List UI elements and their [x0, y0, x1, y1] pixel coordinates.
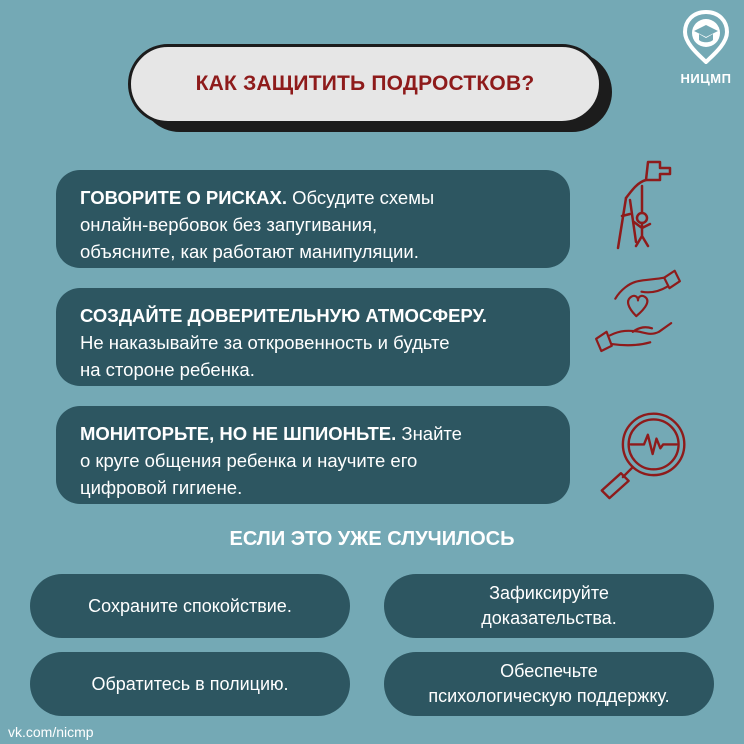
page-title: КАК ЗАЩИТИТЬ ПОДРОСТКОВ?: [195, 72, 535, 95]
tip-heading: МОНИТОРЬТЕ, НО НЕ ШПИОНЬТЕ.: [80, 423, 397, 444]
action-text: Обратитесь в полицию.: [91, 673, 289, 694]
action-text: Сохраните спокойствие.: [88, 595, 292, 616]
action-card-evidence: [384, 574, 714, 638]
puppet-hand-icon: [596, 156, 692, 252]
tip-text: Знайте: [396, 423, 462, 444]
title-pill: [128, 44, 602, 124]
action-text: доказательства.: [481, 608, 617, 628]
graduation-cap-pin-icon: [682, 10, 730, 64]
tip-text: цифровой гигиене.: [80, 477, 243, 498]
tip-heading: ГОВОРИТЕ О РИСКАХ.: [80, 187, 287, 208]
logo: [676, 10, 736, 90]
hands-heart-icon: [590, 262, 686, 358]
tip-card-trust: [56, 288, 570, 386]
tip-text: о круге общения ребенка и научите его: [80, 450, 418, 471]
tip-card-risks: [56, 170, 570, 268]
action-card-support: [384, 652, 714, 716]
footer-link: vk.com/nicmp: [8, 724, 94, 740]
tip-card-monitor: [56, 406, 570, 504]
action-text: психологическую поддержку.: [428, 686, 670, 706]
tip-text: объясните, как работают манипуляции.: [80, 241, 419, 262]
section-title: ЕСЛИ ЭТО УЖЕ СЛУЧИЛОСЬ: [229, 528, 515, 550]
magnifier-pulse-icon: [596, 406, 692, 502]
logo-text: НИЦМП: [680, 71, 732, 86]
tip-text: Не наказывайте за откровенность и будьте: [80, 332, 450, 353]
tip-text: онлайн-вербовок без запугивания,: [80, 214, 378, 235]
action-text: Обеспечьте: [500, 661, 598, 681]
tip-text: на стороне ребенка.: [80, 359, 255, 380]
action-card-police: [30, 652, 350, 716]
tip-text: Обсудите схемы: [287, 187, 435, 208]
tip-heading: СОЗДАЙТЕ ДОВЕРИТЕЛЬНУЮ АТМОСФЕРУ.: [80, 305, 487, 326]
action-card-calm: [30, 574, 350, 638]
action-text: Зафиксируйте: [489, 583, 609, 603]
